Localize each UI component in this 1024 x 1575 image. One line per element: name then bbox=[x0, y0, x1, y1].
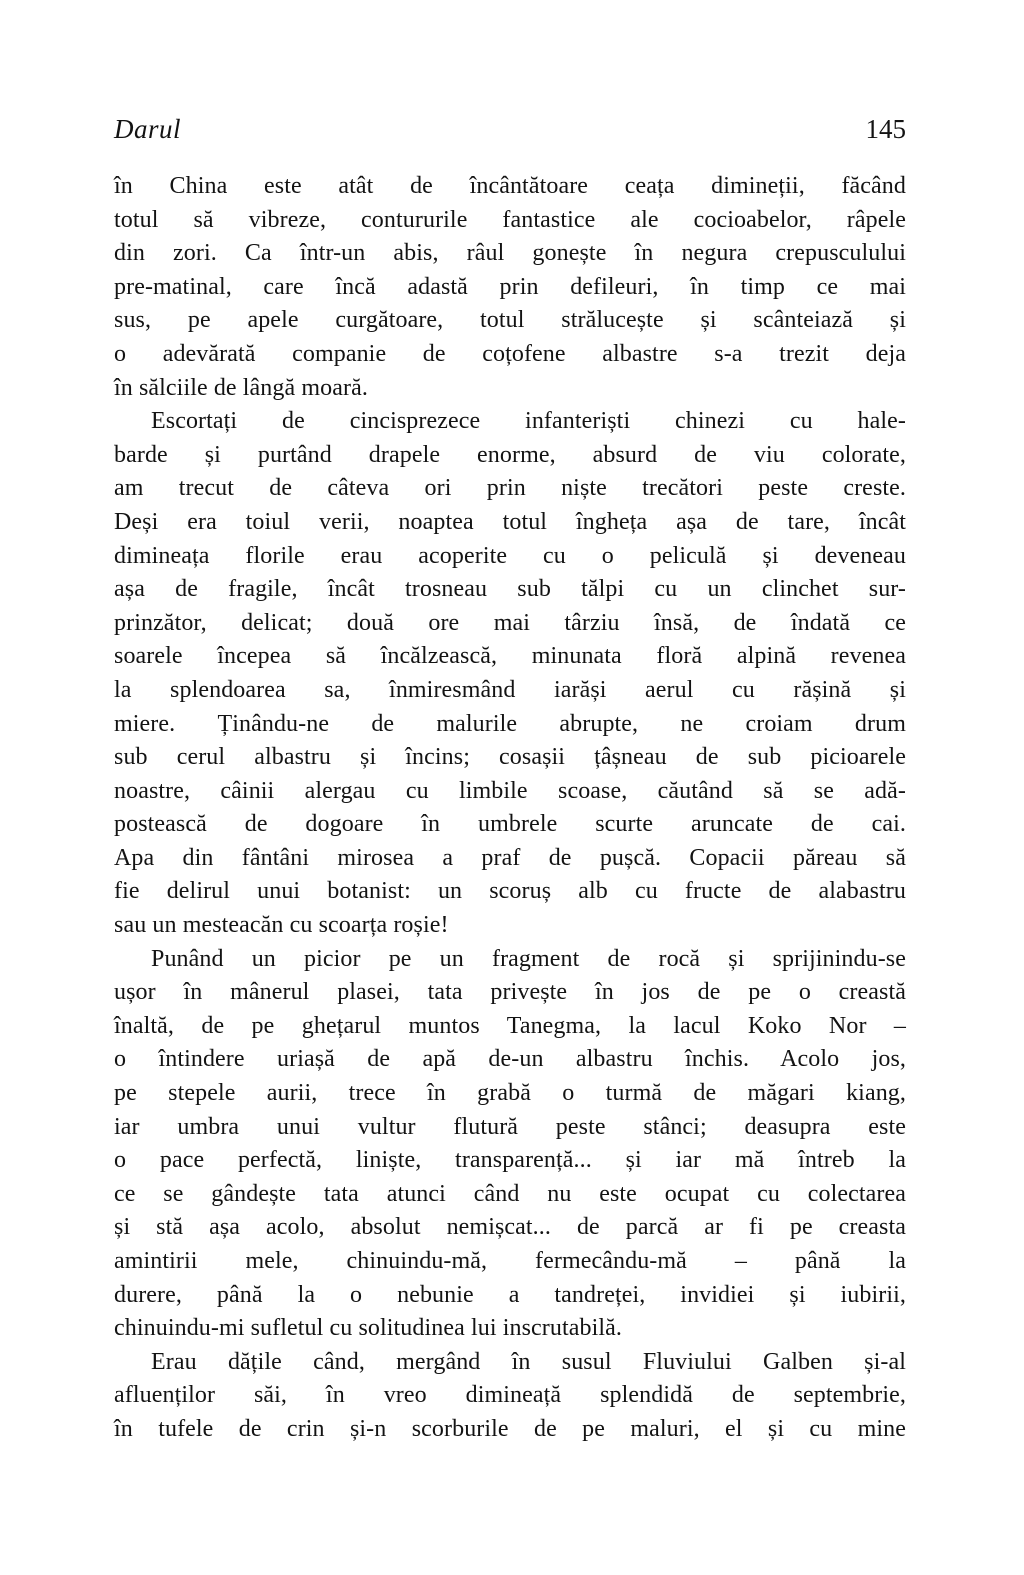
text-line: Erau dățile când, mergând în susul Fluviului Galben și-al bbox=[151, 1348, 906, 1375]
text-line: fie delirul unui botanist: un scoruș alb cu fructe de alabastru bbox=[114, 878, 906, 905]
text-line: o pace perfectă, liniște, transparență... și iar mă întreb la bbox=[114, 1147, 906, 1174]
text-line: miere. Ținându-ne de malurile abrupte, ne croiam drum bbox=[114, 710, 906, 737]
text-line: noastre, câinii alergau cu limbile scoase, căutând să se adă- bbox=[114, 777, 906, 804]
text-line: Apa din fântâni mirosea a praf de pușcă. Copacii păreau să bbox=[114, 844, 906, 871]
text-line: o întindere uriașă de apă de-un albastru închis. Acolo jos, bbox=[114, 1046, 906, 1073]
text-line: o adevărată companie de coțofene albastre s-a trezit deja bbox=[114, 340, 906, 367]
text-line: amintirii mele, chinuindu-mă, fermecându-mă – până la bbox=[114, 1248, 906, 1274]
text-line: și stă așa acolo, absolut nemișcat... de parcă ar fi pe creasta bbox=[114, 1214, 906, 1241]
text-line: afluenților săi, în vreo dimineață splendidă de septembrie, bbox=[114, 1382, 906, 1409]
text-line: Escortați de cincisprezece infanteriști chinezi cu hale- bbox=[151, 408, 906, 435]
text-line: barde și purtând drapele enorme, absurd de viu colorate, bbox=[114, 441, 906, 468]
text-line: chinuindu-mi sufletul cu solitudinea lui inscrutabilă. bbox=[114, 1315, 622, 1342]
text-line: soarele începea să încălzească, minunata floră alpină revenea bbox=[114, 643, 906, 670]
text-line: Punând un picior pe un fragment de rocă și sprijinindu-se bbox=[151, 945, 906, 972]
text-line: sub cerul albastru și încins; cosașii țâșneau de sub picioarele bbox=[114, 744, 906, 771]
text-line: totul să vibreze, contururile fantastice ale cocioabelor, râpele bbox=[114, 206, 906, 233]
text-line: ușor în mânerul plasei, tata privește în jos de pe o creastă bbox=[114, 979, 906, 1006]
text-line: în sălciile de lângă moară. bbox=[114, 374, 368, 401]
text-line: pe stepele aurii, trece în grabă o turmă de măgari kiang, bbox=[114, 1080, 906, 1107]
text-line: prinzător, delicat; două ore mai târziu însă, de îndată ce bbox=[114, 609, 906, 636]
text-line: înaltă, de pe ghețarul muntos Tanegma, la lacul Koko Nor – bbox=[114, 1012, 906, 1039]
text-line: în tufele de crin și-n scorburile de pe maluri, el și cu mine bbox=[114, 1415, 906, 1442]
text-line: dimineața florile erau acoperite cu o peliculă și deveneau bbox=[114, 542, 906, 569]
text-line: durere, până la o nebunie a tandreței, invidiei și iubirii, bbox=[114, 1281, 906, 1308]
text-line: la splendoarea sa, înmiresmând iarăși aerul cu rășină și bbox=[114, 676, 906, 703]
text-line: sus, pe apele curgătoare, totul strălucește și scânteiază și bbox=[114, 307, 906, 334]
text-line: așa de fragile, încât trosneau sub tălpi cu un clinchet sur- bbox=[114, 576, 906, 603]
text-line: pre-matinal, care încă adastă prin defileuri, în timp ce mai bbox=[114, 273, 906, 300]
text-line: iar umbra unui vultur flutură peste stânci; deasupra este bbox=[114, 1113, 906, 1140]
text-line: din zori. Ca într-un abis, râul gonește în negura crepusculului bbox=[114, 240, 906, 267]
page-header bbox=[114, 112, 906, 146]
page-number: 145 bbox=[865, 114, 906, 144]
text-line: Deși era toiul verii, noaptea totul îngheța așa de tare, încât bbox=[114, 508, 906, 535]
text-line: sau un mesteacăn cu scoarța roșie! bbox=[114, 912, 449, 939]
running-title: Darul bbox=[114, 114, 182, 144]
page-body bbox=[114, 170, 906, 1447]
text-line: postească de dogoare în umbrele scurte aruncate de cai. bbox=[114, 811, 906, 838]
text-line: ce se gândește tata atunci când nu este ocupat cu colectarea bbox=[114, 1180, 906, 1207]
text-line: în China este atât de încântătoare ceața dimineții, făcând bbox=[114, 173, 906, 199]
text-line: am trecut de câteva ori prin niște trecători peste creste. bbox=[114, 475, 906, 502]
